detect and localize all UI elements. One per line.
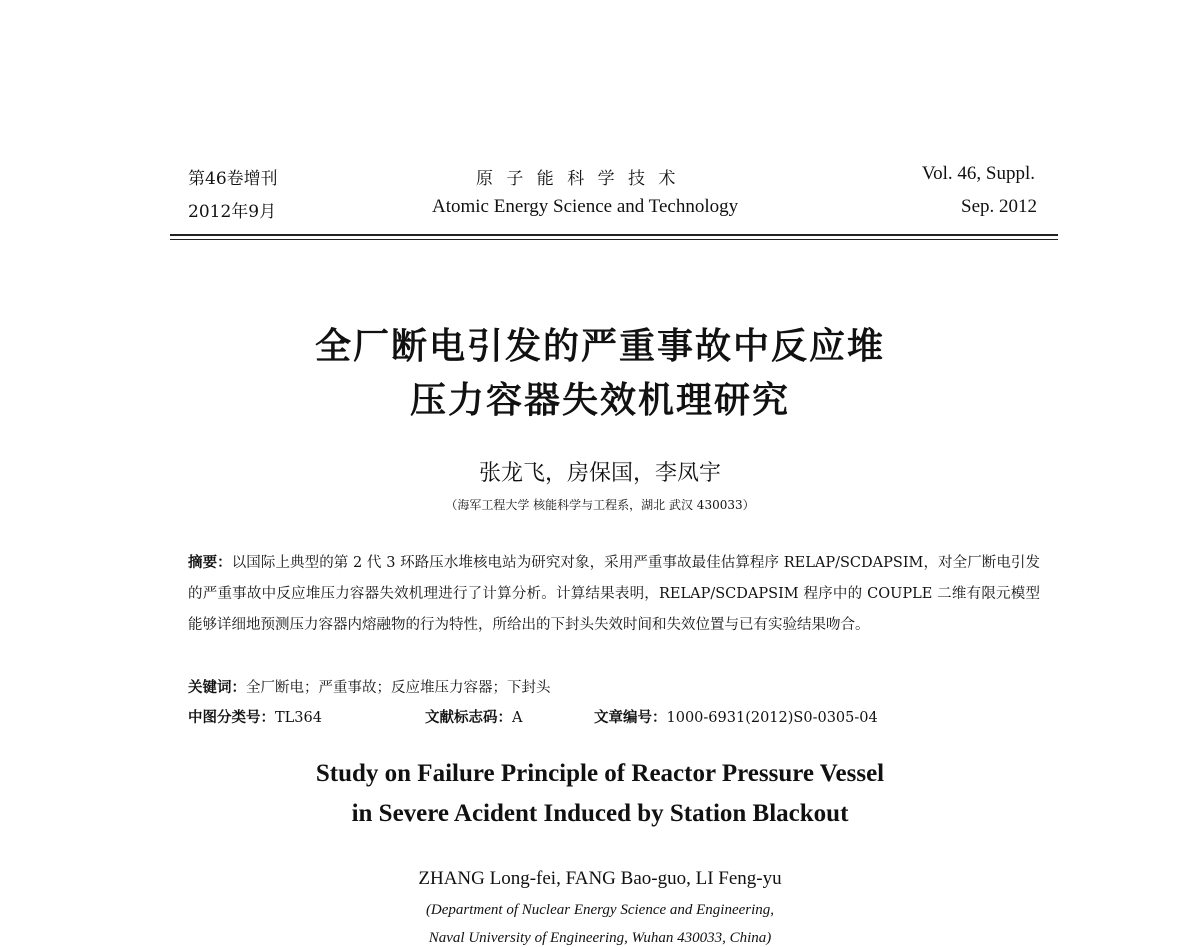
keywords [188,676,551,697]
clc-value: TL364 [275,710,322,726]
journal-title-cn: 原 子 能 科 学 技 术 [476,169,680,189]
article-number [594,706,878,727]
volume-en: Vol. 46, Suppl. [921,163,1035,184]
authors-en: ZHANG Long-fei, FANG Bao-guo, LI Feng-yu [418,868,782,889]
title-cn-line-1: 全厂断电引发的严重事故中反应堆 [314,326,885,367]
title-en-line-2: in Severe Acident Induced by Station Blackout [351,800,849,827]
affiliation-cn: （海军工程大学 核能科学与工程系，湖北 武汉 430033） [445,498,755,512]
document-code [425,706,522,727]
title-cn-line-2: 压力容器失效机理研究 [409,380,790,421]
keywords-text: 全厂断电；严重事故；反应堆压力容器；下封头 [246,680,551,696]
doc-label: 文献标志码： [425,710,512,726]
abstract-text: 以国际上典型的第 2 代 3 环路压水堆核电站为研究对象，采用严重事故最佳估算程序 RELAP/SCDAPSIM，对全厂断电引发的严重事故中反应堆压力容器失效机理进行了计算分析。计算结果表明，RELAP/SCDAPSIM 程序中的 COUPLE 二维有限元模型能够详细地预测压力容器内熔融物的行为特性，所给出的下封头失效时间和失效位置与已有实验结果吻合。 [188,555,1040,633]
title-en-line-1: Study on Failure Principle of Reactor Pressure Vessel [315,760,885,787]
art-label: 文章编号： [594,710,667,726]
clc-number [188,706,322,727]
clc-label: 中图分类号： [188,710,275,726]
affiliation-en-line-2: Naval University of Engineering, Wuhan 430033, China) [428,930,772,946]
keywords-label: 关键词： [188,680,246,696]
date-en: Sep. 2012 [961,196,1037,217]
header-rule-bottom [170,239,1058,240]
volume-cn: 第46卷增刊 [188,169,278,189]
header-rule-top [170,234,1058,236]
doc-value: A [512,710,523,726]
abstract-label: 摘要： [188,555,232,571]
abstract [188,548,1040,640]
date-cn: 2012年9月 [188,202,277,222]
authors-cn: 张龙飞，房保国，李凤宇 [478,461,721,486]
art-value: 1000-6931(2012)S0-0305-04 [666,710,878,726]
affiliation-en-line-1: (Department of Nuclear Energy Science and Engineering, [425,902,775,918]
journal-title-en: Atomic Energy Science and Technology [432,196,739,217]
